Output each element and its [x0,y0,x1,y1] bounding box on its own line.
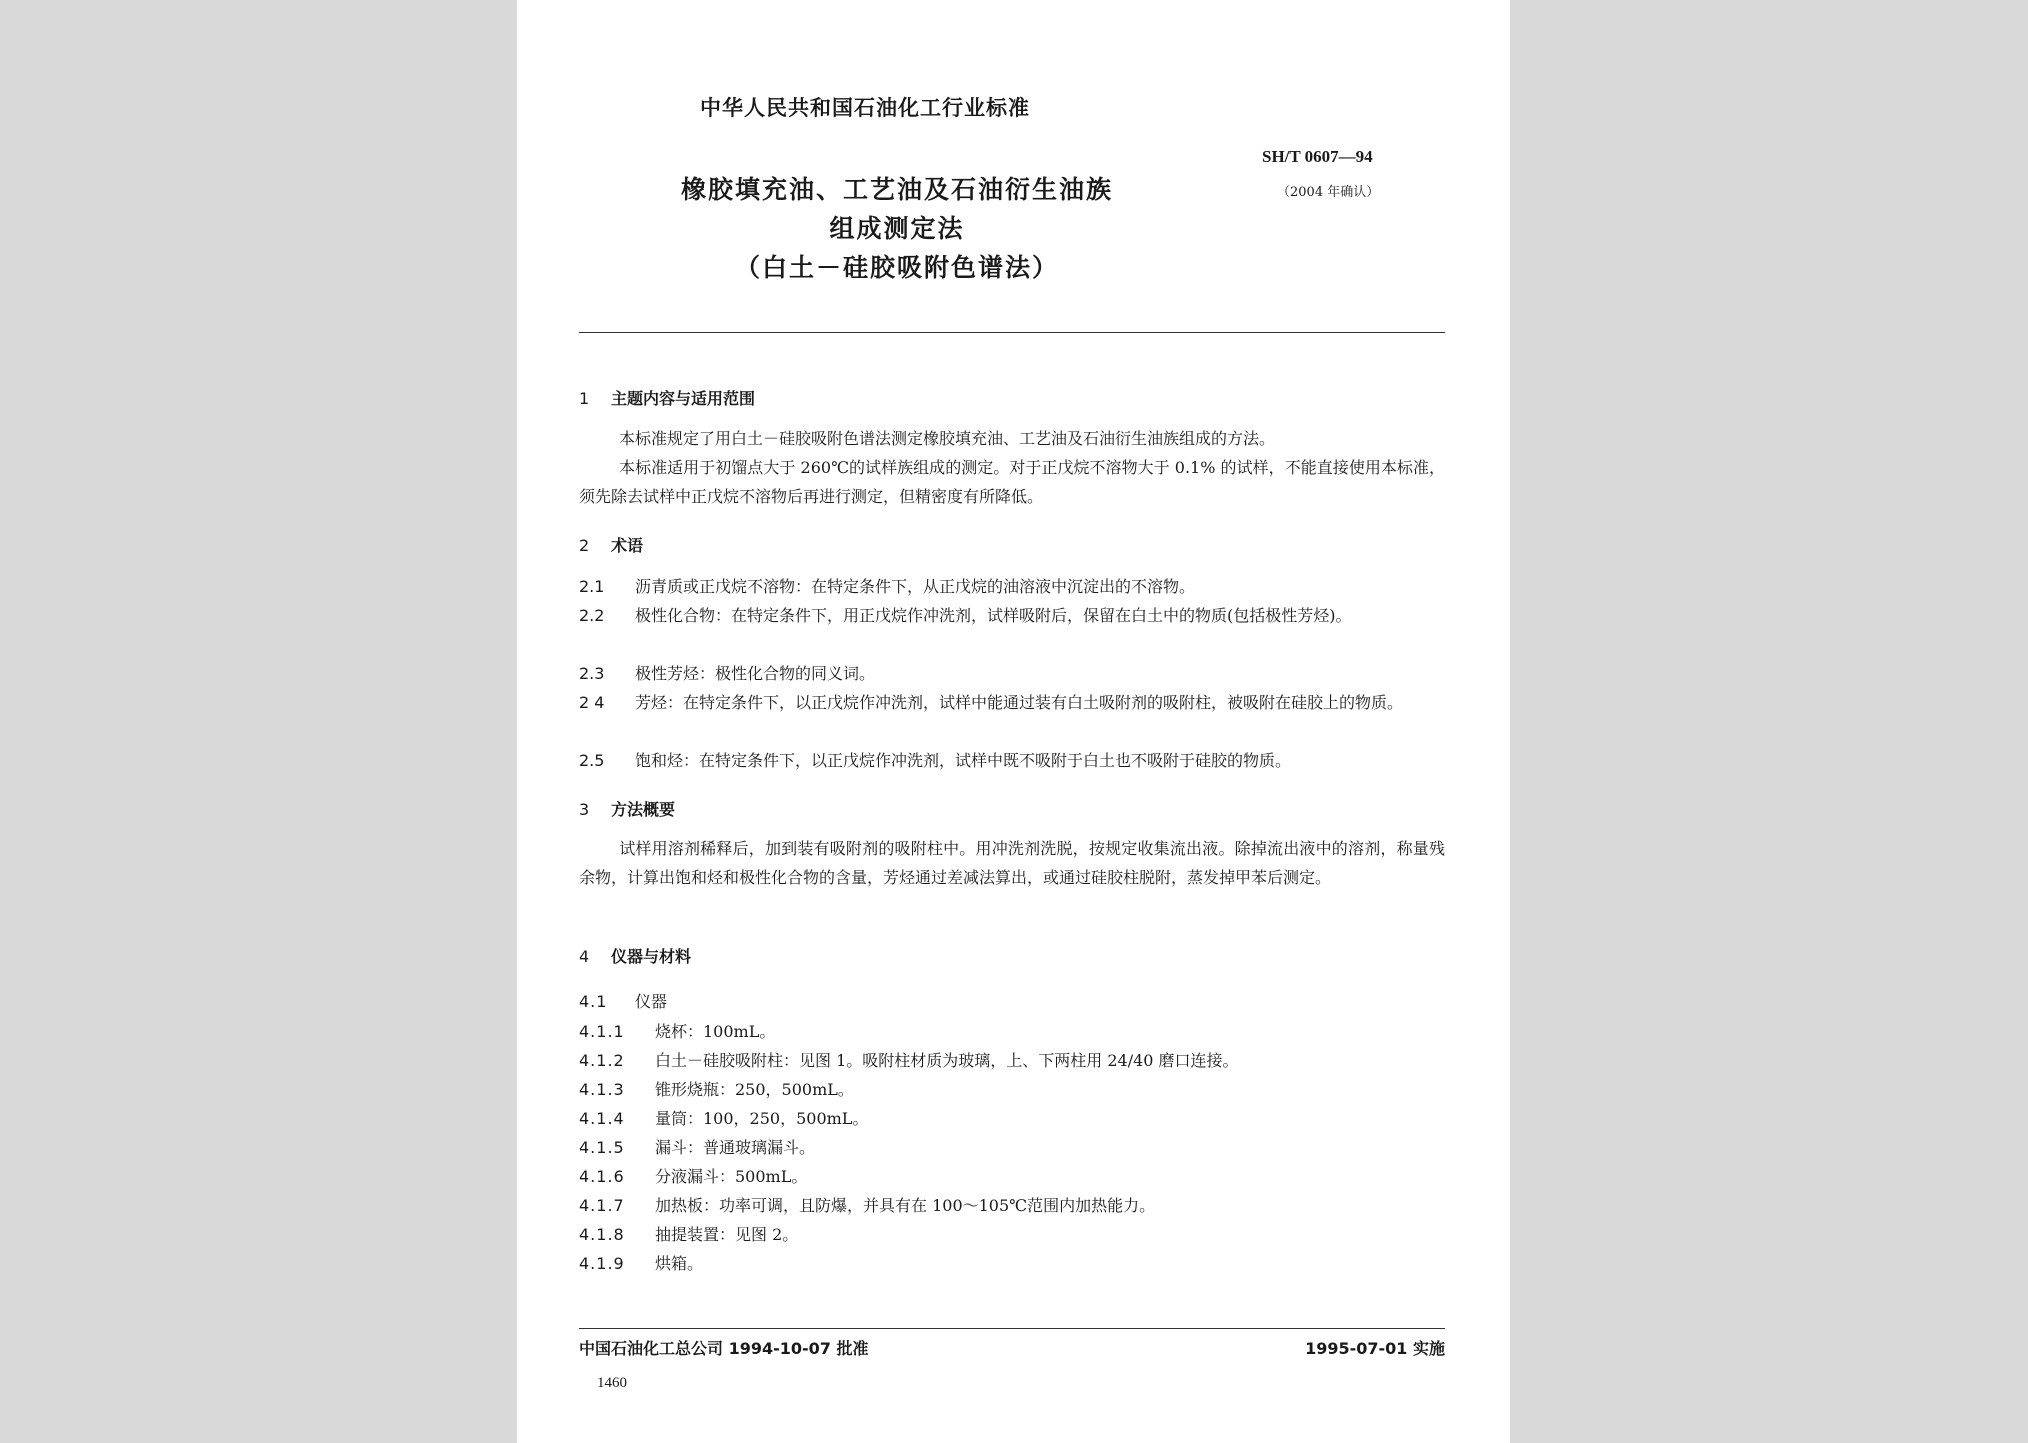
standard-code: SH/T 0607—94 [1262,147,1373,166]
section-heading-2 [579,533,643,556]
apparatus-item [579,1251,703,1274]
definition-text: 芳烃：在特定条件下，以正戊烷作冲洗剂，试样中能通过装有白土吸附剂的吸附柱，被吸附在硅胶上的物质。 [635,693,1404,712]
item-text: 白土－硅胶吸附柱：见图 1。吸附柱材质为玻璃，上、下两柱用 24/40 磨口连接。 [655,1051,1239,1070]
implementation-date: 1995-07-01 实施 [1305,1339,1445,1358]
definition-text: 极性化合物：在特定条件下，用正戊烷作冲洗剂，试样吸附后，保留在白土中的物质(包括极性芳烃)。 [635,606,1352,625]
definition-text: 沥青质或正戊烷不溶物：在特定条件下，从正戊烷的油溶液中沉淀出的不溶物。 [635,577,1196,596]
section-heading-4 [579,944,691,967]
section-title: 主题内容与适用范围 [611,389,756,408]
section-number: 2 [579,536,590,555]
item-text: 锥形烧瓶：250，500mL。 [655,1080,854,1099]
confirmation-note: （2004 年确认） [1277,185,1380,200]
item-text: 漏斗：普通玻璃漏斗。 [655,1138,816,1157]
section-number: 1 [579,389,590,408]
item-text: 烘箱。 [655,1254,704,1273]
apparatus-item [579,1106,868,1129]
section-heading-1 [579,386,755,409]
item-number: 4.1.7 [579,1196,625,1215]
subsection-number: 4.1 [579,992,608,1011]
item-number: 4.1.9 [579,1254,625,1273]
item-text: 烧杯：100mL。 [655,1022,776,1041]
item-text: 加热板：功率可调，且防爆，并具有在 100～105℃范围内加热能力。 [655,1196,1156,1215]
document-title-line-1: 橡胶填充油、工艺油及石油衍生油族 [680,175,1113,204]
section-title: 术语 [611,536,644,555]
definition-item [579,572,1445,601]
definition-item [579,688,1445,717]
definition-text: 极性芳烃：极性化合物的同义词。 [635,664,876,683]
subsection-heading [579,989,667,1012]
section-title: 仪器与材料 [611,947,692,966]
paragraph-scope-1 [579,424,1445,453]
section-number: 4 [579,947,590,966]
document-title-line-3: （白土－硅胶吸附色谱法） [734,253,1059,282]
definition-text: 饱和烃：在特定条件下，以正戊烷作冲洗剂，试样中既不吸附于白土也不吸附于硅胶的物质。 [635,751,1292,770]
definition-number: 2 4 [579,693,605,712]
ministry-header: 中华人民共和国石油化工行业标准 [700,96,1030,120]
document-page [517,0,1510,1443]
page-number: 1460 [597,1375,627,1391]
section-number: 3 [579,800,590,819]
apparatus-item [579,1193,1155,1216]
document-title-line-2: 组成测定法 [829,214,965,243]
paragraph-scope-2 [579,453,1445,511]
subsection-label: 仪器 [635,992,668,1011]
item-number: 4.1.8 [579,1225,625,1244]
definition-number: 2.1 [579,577,605,596]
definition-number: 2.2 [579,606,605,625]
section-title: 方法概要 [611,800,676,819]
section-heading-3 [579,797,675,820]
definition-number: 2.5 [579,751,605,770]
item-number: 4.1.3 [579,1080,625,1099]
definition-item [579,659,1445,688]
definition-item [579,601,1445,630]
item-number: 4.1.5 [579,1138,625,1157]
approval-line: 中国石油化工总公司 1994-10-07 批准 [579,1339,869,1358]
item-text: 分液漏斗：500mL。 [655,1167,808,1186]
apparatus-item [579,1019,775,1042]
header-divider [579,332,1445,333]
apparatus-item [579,1164,807,1187]
apparatus-item [579,1222,798,1245]
apparatus-item [579,1077,854,1100]
paragraph-text: 本标准规定了用白土－硅胶吸附色谱法测定橡胶填充油、工艺油及石油衍生油族组成的方法。 [619,429,1276,448]
item-text: 量筒：100，250，500mL。 [655,1109,869,1128]
item-number: 4.1.4 [579,1109,625,1128]
item-text: 抽提装置：见图 2。 [655,1225,799,1244]
apparatus-item [579,1135,815,1158]
footer-divider [579,1328,1445,1329]
item-number: 4.1.2 [579,1051,625,1070]
paragraph-text: 本标准适用于初馏点大于 260℃的试样族组成的测定。对于正戊烷不溶物大于 0.1% 的试样，不能直接使用本标准，须先除去试样中正戊烷不溶物后再进行测定，但精密度有所降低。 [579,458,1445,506]
item-number: 4.1.1 [579,1022,625,1041]
paragraph-text: 试样用溶剂稀释后，加到装有吸附剂的吸附柱中。用冲洗剂洗脱，按规定收集流出液。除掉流出液中的溶剂，称量残余物，计算出饱和烃和极性化合物的含量，芳烃通过差减法算出，或通过硅胶柱脱附，蒸发掉甲苯后测定。 [579,839,1445,887]
definition-item [579,746,1445,775]
definition-number: 2.3 [579,664,605,683]
apparatus-item [579,1048,1239,1071]
item-number: 4.1.6 [579,1167,625,1186]
paragraph-method-summary [579,834,1445,892]
